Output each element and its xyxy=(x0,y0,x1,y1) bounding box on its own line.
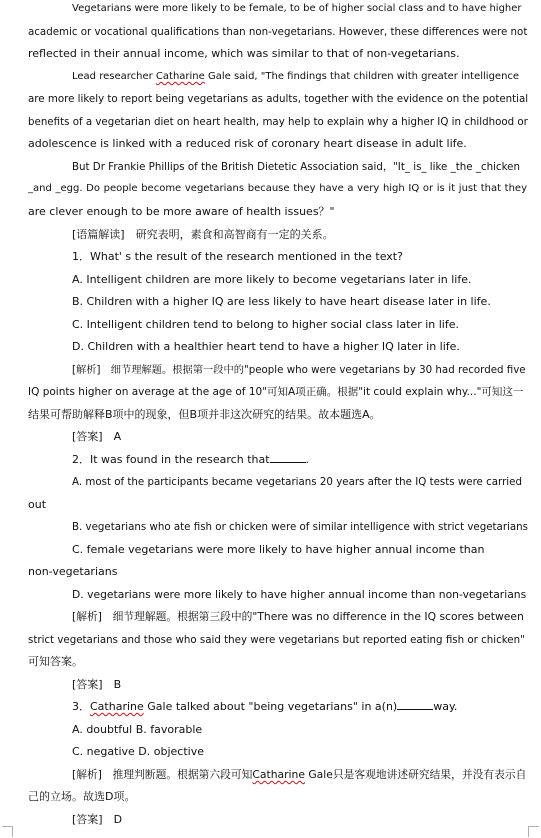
q2-option-b: B. vegetarians who ate fish or chicken were of similar intelligence with strict vegetarians xyxy=(72,521,529,533)
q2-option-c: C. female vegetarians were more likely to have higher annual income than xyxy=(72,543,485,556)
passage-line: _and _egg. Do people become vegetarians because they have a very high IQ or is it just that they xyxy=(28,183,527,194)
passage-line: academic or vocational qualifications than non-vegetarians. However, these differences were not xyxy=(28,26,528,38)
passage-line: are more likely to report being vegetarians as adults, together with the evidence on the potential xyxy=(28,93,529,105)
q2-answer: [答案] B xyxy=(72,678,122,691)
passage-line: Vegetarians were more likely to be female, to be of higher social class and to have higher xyxy=(72,3,522,14)
q2-option-c-cont: non-vegetarians xyxy=(28,565,118,578)
q2-option-d: D. vegetarians were more likely to have higher annual income than non-vegetarians xyxy=(72,588,527,601)
q1-option-c: C. Intelligent children tend to belong to higher social class later in life. xyxy=(72,318,459,331)
q3-analysis: [解析] 推理判断题。根据第六段可知Catharine Gale只是客观地讲述研究结果，并没有表示自 xyxy=(72,768,527,781)
q1-option-a: A. Intelligent children are more likely to become vegetarians later in life. xyxy=(72,273,472,286)
q3-options-cd: C. negative D. objective xyxy=(72,745,204,758)
q2-option-a-cont: out xyxy=(28,498,47,511)
passage-line: adolescence is linked with a reduced risk of coronary heart disease in adult life. xyxy=(28,137,467,150)
question-3-text: 3．Catharine Gale talked about "being vegetarians" in a(n) xyxy=(72,700,398,713)
question-3-tail: way. xyxy=(433,700,458,713)
q2-analysis: [解析] 细节理解题。根据第三段中的"There was no difference in the IQ scores between xyxy=(72,610,524,623)
answer-blank xyxy=(397,700,433,710)
q1-answer: [答案] A xyxy=(72,430,122,443)
q2-analysis-cont: strict vegetarians and those who said they were vegetarians but reported eating fish or chicken" xyxy=(28,634,525,646)
question-2 xyxy=(72,453,527,467)
q1-analysis-cont: IQ points higher on average at the age of 10"可知A项正确。根据"it could explain why..."可知这一 xyxy=(28,386,524,398)
q3-analysis-cont: 己的立场。故选D项。 xyxy=(28,790,136,803)
spellcheck-word: Catharine xyxy=(252,768,305,781)
q1-option-d: D. Children with a healthier heart tend to have a higher IQ later in life. xyxy=(72,340,460,353)
q1-option-b: B. Children with a higher IQ are less likely to have heart disease later in life. xyxy=(72,295,491,308)
page-corner-mark xyxy=(2,826,13,837)
passage-line: reflected in their annual income, which was similar to that of non-vegetarians. xyxy=(28,47,460,60)
q1-analysis: [解析] 细节理解题。根据第一段中的"people who were vegetarians by 30 had recorded five xyxy=(72,364,526,376)
question-2-text: 2．It was found in the research that xyxy=(72,453,270,466)
answer-blank xyxy=(270,453,306,463)
question-2-tail: . xyxy=(305,453,310,466)
passage-line: Lead researcher Catharine Gale said, "The findings that children with greater intelligence xyxy=(72,71,520,82)
spellcheck-word: Catharine xyxy=(155,71,205,82)
passage-summary: [语篇解读] 研究表明，素食和高智商有一定的关系。 xyxy=(72,228,334,241)
q3-options-ab: A. doubtful B. favorable xyxy=(72,723,203,736)
question-1: 1．What' s the result of the research mentioned in the text? xyxy=(72,250,403,263)
spellcheck-word: Catharine xyxy=(90,700,144,713)
q2-analysis-cont: 可知答案。 xyxy=(28,655,83,668)
q1-analysis-cont: 结果可帮助解释B项中的现象，但B项并非这次研究的结果。故本题选A。 xyxy=(28,408,381,421)
q3-answer: [答案] D xyxy=(72,813,123,826)
question-3 xyxy=(72,700,527,714)
passage-line: are clever enough to be more aware of health issues？" xyxy=(28,205,335,218)
passage-line: benefits of a vegetarian diet on heart health, may help to explain why a higher IQ in childhood or xyxy=(28,116,528,128)
q2-option-a: A. most of the participants became vegetarians 20 years after the IQ tests were carried xyxy=(72,476,522,488)
passage-line: But Dr Frankie Phillips of the British Dietetic Association said，"It_ is_ like _the _chicken xyxy=(72,161,520,173)
page-corner-mark xyxy=(528,826,539,837)
